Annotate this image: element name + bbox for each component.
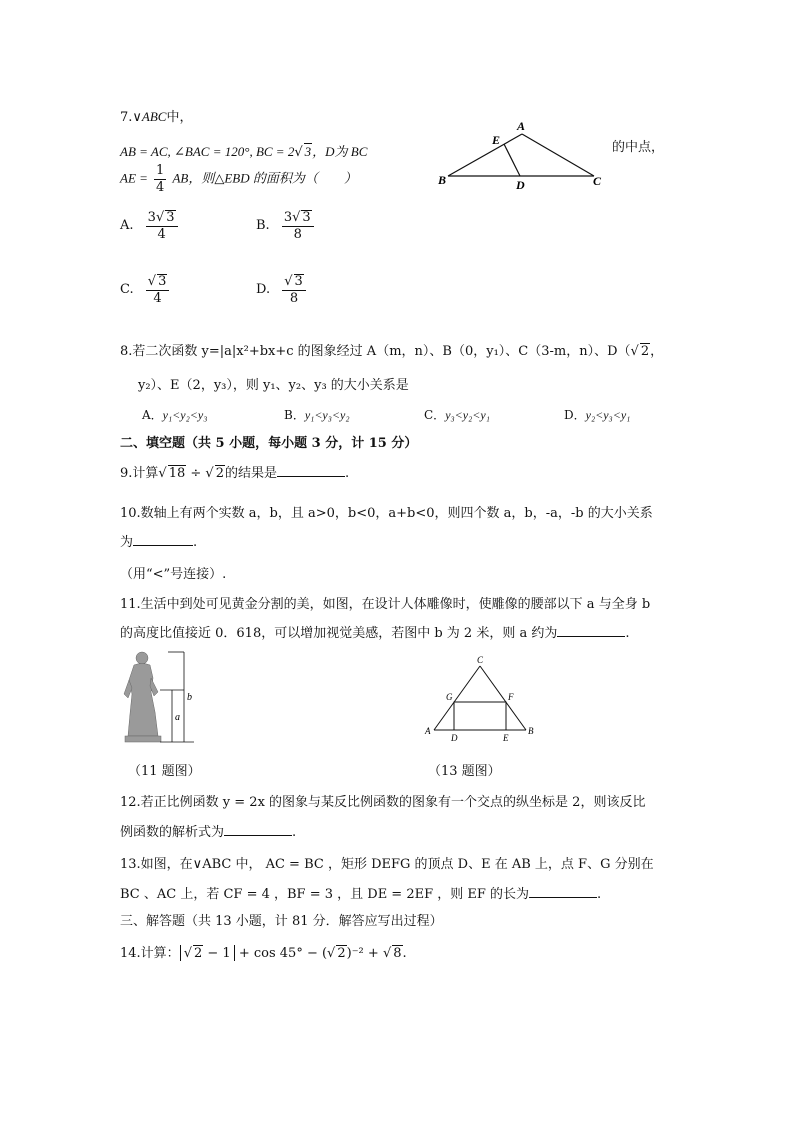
q8-option-b-text: y₁<y₃<y₂ bbox=[304, 408, 350, 422]
q7-option-d[interactable] bbox=[256, 274, 308, 305]
q7-ae-fraction bbox=[154, 164, 166, 194]
q8-line1-text: 8.若二次函数 y=|a|x²+bx+c 的图象经过 A（m，n）、B（0，y₁）、C（3-m，n）、D（ bbox=[120, 344, 631, 359]
q9-pre: 9.计算 bbox=[120, 466, 159, 481]
q12-line2-text: 例函数的解析式为 bbox=[120, 825, 225, 840]
q11-line2 bbox=[120, 622, 630, 641]
label-e: E bbox=[492, 133, 501, 147]
q7-right-text: 的中点， bbox=[612, 140, 665, 155]
q9-end: . bbox=[345, 466, 350, 481]
q10-line2-end: . bbox=[193, 535, 198, 550]
q7-option-b-root: 3 bbox=[302, 210, 311, 225]
q9-root2: 2 bbox=[215, 466, 224, 481]
q8-option-c-text: y₃<y₂<y₁ bbox=[445, 408, 490, 422]
q10-line1: 10.数轴上有两个实数 a，b，且 a>0，b<0，a+b<0，则四个数 a，b，-a，-b 的大小关系 bbox=[120, 506, 653, 521]
label-d: D bbox=[516, 178, 525, 192]
label-g: G bbox=[446, 692, 453, 702]
sqrt-icon: √ bbox=[292, 210, 301, 225]
q14-abs-tail: − 1 bbox=[203, 946, 231, 961]
q12-answer-blank[interactable] bbox=[224, 823, 292, 836]
label-f: F bbox=[508, 692, 514, 702]
q8-line1 bbox=[120, 340, 663, 359]
q7-line1: AB = AC, ∠BAC = 120°, BC = 2 bbox=[120, 144, 295, 159]
q7-option-a-key: A. bbox=[120, 218, 134, 234]
segment-ac bbox=[434, 666, 480, 730]
label-d: D bbox=[451, 733, 458, 743]
q7-ae: AE = bbox=[120, 170, 148, 186]
q7-suffix: 中， bbox=[166, 110, 193, 125]
label-c: C bbox=[593, 174, 602, 188]
q7-triangle: ∨ABC bbox=[132, 109, 167, 124]
q7-option-d-root: 3 bbox=[294, 274, 303, 289]
q7-option-a-den: 4 bbox=[157, 226, 166, 242]
q10-answer-blank[interactable] bbox=[133, 533, 193, 546]
q7-option-b-key: B. bbox=[256, 218, 270, 234]
q14-last-root: 8 bbox=[393, 946, 402, 961]
q12-line2 bbox=[120, 821, 296, 840]
statue-icon bbox=[124, 652, 161, 742]
q11-line1: 11.生活中到处可见黄金分割的美，如图，在设计人体雕像时，使雕像的腰部以下 a 与全身 b bbox=[120, 597, 651, 612]
q8-option-b[interactable] bbox=[284, 406, 350, 423]
q7-ae-line bbox=[120, 164, 357, 194]
q13-line2-text: BC 、AC 上，若 CF = 4 ，BF = 3 ，且 DE = 2EF ，则 EF 的长为 bbox=[120, 887, 530, 902]
q7-condition-line bbox=[120, 141, 367, 160]
q11-line2-text: 的高度比值接近 0．618，可以增加视觉美感，若图中 b 为 2 米，则 a 约为 bbox=[120, 626, 558, 641]
q7-option-a-fraction bbox=[146, 210, 178, 241]
q7-ae-tail: AB，则△EBD 的面积为（ ） bbox=[172, 170, 357, 186]
label-a: A bbox=[425, 726, 431, 736]
q7-option-c-root: 3 bbox=[158, 274, 167, 289]
q7-option-b-fraction bbox=[282, 210, 314, 241]
q9-post: 的结果是 bbox=[225, 466, 278, 481]
q7-option-a-root: 3 bbox=[166, 210, 175, 225]
section2-heading: 二、填空题（共 5 小题，每小题 3 分，计 15 分） bbox=[120, 436, 418, 451]
segment-cb bbox=[480, 666, 526, 730]
sqrt-icon: √ bbox=[284, 274, 293, 289]
q11-line2-end: . bbox=[625, 626, 630, 641]
q12-line1: 12.若正比例函数 y = 2x 的图象与某反比例函数的图象有一个交点的纵坐标是 2，则该反比 bbox=[120, 795, 646, 810]
q14-abs bbox=[180, 945, 235, 961]
q7-option-d-key: D. bbox=[256, 282, 271, 298]
q14-p-tail: )⁻² + bbox=[346, 946, 383, 961]
q13-caption: （13 题图） bbox=[428, 764, 501, 779]
statue-label-b: b bbox=[187, 692, 192, 703]
q7-option-b[interactable] bbox=[256, 210, 316, 241]
q14-mid: + cos 45° − ( bbox=[234, 946, 328, 961]
sqrt-icon: √ bbox=[205, 466, 214, 481]
q8-root: 2 bbox=[640, 344, 650, 359]
q8-option-d[interactable] bbox=[564, 406, 630, 423]
q13-line1: 13.如图，在∨ABC 中， AC = BC ，矩形 DEFG 的顶点 D、E 在 AB 上，点 F、G 分别在 bbox=[120, 857, 654, 872]
rect-defg bbox=[454, 702, 506, 730]
label-b: B bbox=[528, 726, 534, 736]
q10-line2-text: 为 bbox=[120, 535, 134, 550]
q8-option-d-key: D． bbox=[564, 408, 586, 422]
sqrt-icon: √ bbox=[158, 466, 167, 481]
q9-op: ÷ bbox=[186, 466, 206, 481]
q13-line2 bbox=[120, 883, 601, 902]
sqrt-icon: √ bbox=[630, 344, 639, 359]
q8-option-c-key: C． bbox=[424, 408, 446, 422]
q14 bbox=[120, 942, 407, 961]
q8-option-c[interactable] bbox=[424, 406, 490, 423]
q7-line1-root: 3 bbox=[304, 144, 312, 159]
q7-option-b-coef: 3 bbox=[283, 210, 293, 225]
q8-line2: y₂）、E（2，y₃），则 y₁、y₂、y₃ 的大小关系是 bbox=[138, 378, 409, 393]
segment-ba bbox=[448, 134, 522, 176]
section3-heading: 三、解答题（共 13 小题，计 81 分．解答应写出过程） bbox=[120, 914, 443, 929]
q8-option-a-text: y₁<y₂<y₃ bbox=[162, 408, 208, 422]
q9-answer-blank[interactable] bbox=[277, 464, 345, 477]
sqrt-icon: √ bbox=[155, 210, 165, 225]
q13-figure bbox=[422, 652, 542, 744]
q9 bbox=[120, 462, 349, 481]
sqrt-icon: √ bbox=[147, 274, 157, 289]
q7-triangle-figure bbox=[436, 118, 608, 192]
label-c: C bbox=[477, 655, 484, 665]
q11-caption: （11 题图） bbox=[128, 764, 201, 779]
label-b: B bbox=[438, 173, 447, 187]
q8-option-d-text: y₂<y₃<y₁ bbox=[585, 408, 631, 422]
q7-title bbox=[120, 106, 193, 125]
q7-ae-den: 4 bbox=[156, 179, 165, 195]
q7-option-c-key: C. bbox=[120, 282, 134, 298]
q8-option-a-key: A． bbox=[142, 408, 163, 422]
q11-answer-blank[interactable] bbox=[557, 624, 625, 637]
segment-ed bbox=[504, 144, 520, 176]
q13-answer-blank[interactable] bbox=[529, 885, 597, 898]
q8-option-a[interactable] bbox=[142, 406, 207, 423]
sqrt-icon: √ bbox=[382, 946, 392, 961]
q11-statue-figure bbox=[120, 648, 200, 748]
q7-ae-num: 1 bbox=[156, 163, 165, 178]
q7-option-c-fraction bbox=[146, 274, 170, 305]
q7-number: 7. bbox=[120, 110, 133, 125]
q10-line2 bbox=[120, 531, 197, 550]
q14-p-root: 2 bbox=[337, 946, 346, 961]
q7-option-c-den: 4 bbox=[153, 290, 162, 306]
q12-line2-end: . bbox=[292, 825, 297, 840]
q9-root1: 18 bbox=[168, 466, 186, 481]
q8-option-b-key: B． bbox=[284, 408, 305, 422]
sqrt-icon: √ bbox=[294, 145, 303, 160]
q7-option-d-den: 8 bbox=[289, 290, 299, 306]
q10-line3: （用“<”号连接）. bbox=[120, 567, 227, 582]
q7-option-c[interactable] bbox=[120, 274, 171, 305]
q14-end: . bbox=[402, 946, 407, 961]
q7-option-a-coef: 3 bbox=[147, 210, 156, 225]
q7-option-d-fraction bbox=[282, 274, 306, 305]
q7-option-b-den: 8 bbox=[293, 226, 302, 242]
q13-line2-end: . bbox=[597, 887, 602, 902]
label-e: E bbox=[503, 733, 509, 743]
statue-label-a: a bbox=[175, 712, 180, 723]
sqrt-icon: √ bbox=[327, 946, 336, 961]
q14-pre: 14.计算： bbox=[120, 946, 180, 961]
q8-line1-end: ， bbox=[650, 344, 664, 359]
label-a: A bbox=[517, 119, 526, 133]
sqrt-icon: √ bbox=[183, 946, 192, 961]
q7-line1-tail: ，D为 BC bbox=[312, 144, 368, 159]
segment-ac bbox=[522, 134, 594, 176]
q14-abs-root: 2 bbox=[193, 946, 203, 961]
q7-option-a[interactable] bbox=[120, 210, 180, 241]
